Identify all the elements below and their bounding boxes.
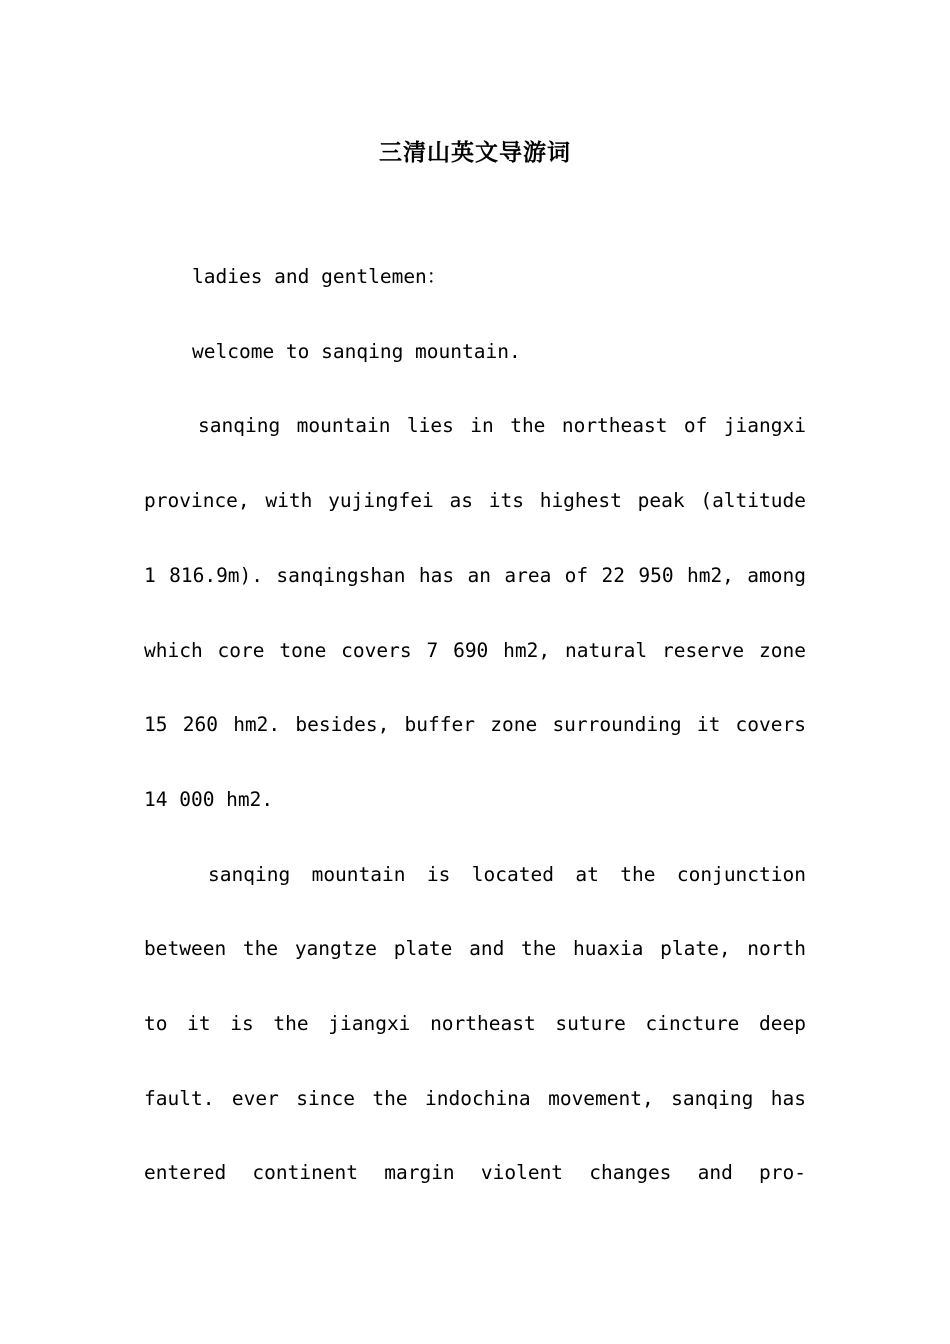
text-line: sanqing mountain is located at the conjunction — [208, 863, 806, 886]
text-line: ladies and gentlemen： — [192, 265, 447, 288]
text-line: province, with yujingfei as its highest peak (altitude — [144, 489, 806, 512]
text-line: 15 260 hm2. besides, buffer zone surrounding it covers — [144, 713, 806, 736]
text-line: to it is the jiangxi northeast suture cincture deep — [144, 1012, 806, 1035]
document-title: 三清山英文导游词 — [379, 139, 571, 166]
text-line: which core tone covers 7 690 hm2, natural reserve zone — [144, 639, 806, 662]
text-line: between the yangtze plate and the huaxia plate, north — [144, 937, 806, 960]
text-line: 1 816.9m). sanqingshan has an area of 22 950 hm2, among — [144, 564, 806, 587]
text-line: fault. ever since the indochina movement, sanqing has — [144, 1087, 806, 1110]
text-line: entered continent margin violent changes and pro- — [144, 1161, 806, 1184]
text-line: welcome to sanqing mountain. — [192, 340, 521, 363]
text-line: 14 000 hm2. — [144, 788, 274, 811]
text-line: sanqing mountain lies in the northeast of jiangxi — [198, 414, 806, 437]
